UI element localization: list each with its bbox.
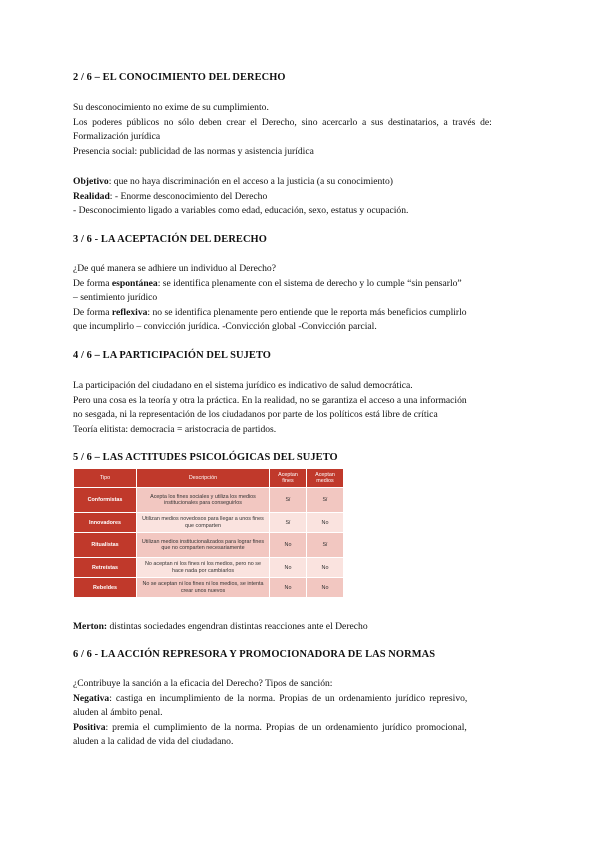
table-row [74, 513, 344, 533]
paragraph-line: La participación del ciudadano en el sistema jurídico es indicativo de salud democrática. [73, 380, 413, 391]
table-header: Tipo [74, 469, 137, 488]
table-cell-value: No [307, 578, 344, 598]
paragraph-line: ¿De qué manera se adhiere un individuo al Derecho? [73, 263, 276, 274]
section-heading-6: 6 / 6 - LA ACCIÓN REPRESORA Y PROMOCIONADORA DE LAS NORMAS [73, 649, 436, 660]
table-row [74, 558, 344, 578]
text-fragment: De forma [73, 277, 112, 289]
merton-label: Merton: [73, 621, 108, 632]
paragraph-line: aluden al ámbito penal. [73, 707, 163, 719]
table-cell-value: No [270, 578, 307, 598]
table-cell-description: Acepta los fines sociales y utiliza los medios institucionales para conseguirlos [137, 488, 270, 513]
section-6-body [73, 677, 528, 750]
table-cell-value: Sí [270, 513, 307, 533]
table-row [74, 488, 344, 513]
paragraph-line: Los poderes públicos no sólo deben crear el Derecho, sino acercarlo a sus destinatarios, a través de: [73, 116, 492, 128]
table-cell-type: Rebeldes [74, 578, 137, 598]
objective-text: : que no haya discriminación en el acceso a la justicia (a su conocimiento) [108, 176, 393, 187]
spontaneous-text: : se identifica plenamente con el sistema de derecho y lo cumple “sin pensarlo” [157, 277, 462, 289]
section-2-objective [73, 175, 528, 219]
table-cell-description: No se aceptan ni los fines ni los medios, se intenta crear unos nuevos [137, 578, 270, 598]
section-3-body [73, 262, 528, 335]
reality-text: : - Enorme desconocimiento del Derecho [109, 190, 268, 202]
table-cell-value: No [307, 513, 344, 533]
section-heading-3: 3 / 6 - LA ACEPTACIÓN DEL DERECHO [73, 234, 267, 245]
table-header: Aceptan medios [307, 469, 344, 488]
reflexive-label: reflexiva [111, 306, 148, 318]
paragraph-line: que incumplirlo – convicción jurídica. -Convicción global -Convicción parcial. [73, 321, 377, 333]
section-heading-4: 4 / 6 – LA PARTICIPACIÓN DEL SUJETO [73, 350, 271, 361]
negative-text: : castiga en incumplimiento de la norma. Propias de un ordenamiento jurídico represivo, [109, 692, 468, 704]
table-cell-description: Utilizan medios novedosos para llegar a unos fines que comparten [137, 513, 270, 533]
merton-text: distintas sociedades engendran distintas reacciones ante el Derecho [107, 621, 368, 632]
paragraph-line: no sesgada, ni la representación de los ciudadanos por parte de los políticos está libre de crítica [73, 409, 438, 421]
table-cell-type: Ritualistas [74, 533, 137, 558]
negative-label: Negativa [73, 692, 110, 704]
paragraph-line: Su desconocimiento no exime de su cumplimiento. [73, 102, 269, 113]
reality-label: Realidad [73, 190, 110, 202]
table-cell-type: Innovadores [74, 513, 137, 533]
section-2-body [73, 101, 528, 159]
merton-note [73, 620, 528, 635]
paragraph-line: Teoría elitista: democracia = aristocracia de partidos. [73, 423, 277, 435]
paragraph-line: Presencia social: publicidad de las normas y asistencia jurídica [73, 145, 314, 157]
table-cell-value: No [270, 558, 307, 578]
attitudes-table [73, 468, 344, 598]
table-cell-type: Conformistas [74, 488, 137, 513]
section-heading-2: 2 / 6 – EL CONOCIMIENTO DEL DERECHO [73, 72, 286, 83]
objective-label: Objetivo [73, 176, 109, 187]
paragraph-line: aluden a la calidad de vida del ciudadano. [73, 736, 234, 748]
table-cell-value: Sí [307, 488, 344, 513]
text-fragment: De forma [73, 306, 112, 318]
section-4-body [73, 379, 528, 437]
spontaneous-label: espontánea [111, 277, 158, 289]
paragraph-line: Pero una cosa es la teoría y otra la práctica. En la realidad, no se garantiza el acceso a una información [73, 394, 467, 406]
table-row [74, 533, 344, 558]
paragraph-line: – sentimiento jurídico [73, 292, 158, 304]
table-header-row [74, 469, 344, 488]
table-cell-type: Retreístas [74, 558, 137, 578]
table-cell-description: No aceptan ni los fines ni los medios, pero no se hace nada por cambiarlos [137, 558, 270, 578]
table-row [74, 578, 344, 598]
table-cell-value: Sí [270, 488, 307, 513]
table-cell-value: No [270, 533, 307, 558]
paragraph-line: - Desconocimiento ligado a variables como edad, educación, sexo, estatus y ocupación. [73, 205, 409, 217]
table-cell-value: No [307, 558, 344, 578]
table-header: Descripción [137, 469, 270, 488]
table-cell-description: Utilizan medios institucionalizados para lograr fines que no comparten necesariamente [137, 533, 270, 558]
table-header: Aceptan fines [270, 469, 307, 488]
positive-label: Positiva [73, 721, 106, 733]
positive-text: : premia el cumplimiento de la norma. Propias de un ordenamiento jurídico promocional, [105, 721, 467, 733]
reflexive-text: : no se identifica plenamente pero entiende que le reporta más beneficios cumplirlo [147, 306, 467, 318]
section-heading-5: 5 / 6 – LAS ACTITUDES PSICOLÓGICAS DEL SUJETO [73, 452, 338, 463]
table-cell-value: Sí [307, 533, 344, 558]
paragraph-line: Formalización jurídica [73, 131, 161, 143]
paragraph-line: ¿Contribuye la sanción a la eficacia del Derecho? Tipos de sanción: [73, 678, 333, 689]
